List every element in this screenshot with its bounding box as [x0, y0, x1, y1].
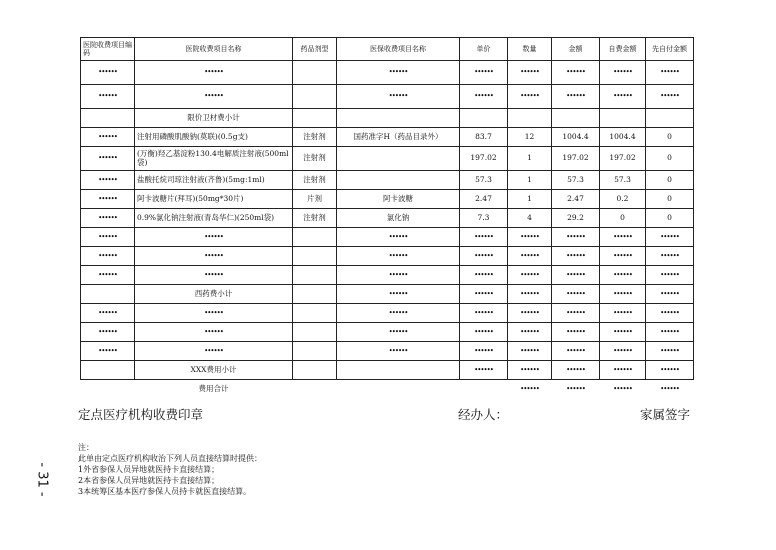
table-cell: [337, 171, 460, 190]
table-cell: ••••••: [81, 147, 135, 171]
table-cell: 0: [646, 190, 694, 209]
table-row: [81, 323, 694, 342]
table-cell: 12: [508, 128, 552, 147]
table-cell: 注射剂: [293, 128, 337, 147]
table-cell: ••••••: [646, 266, 694, 285]
total-cell: 费用合计: [198, 383, 229, 393]
table-cell: 注射剂: [293, 171, 337, 190]
table-cell: [293, 342, 337, 361]
table-cell: 阿卡波糖: [337, 190, 460, 209]
table-cell: ••••••: [600, 323, 646, 342]
notes-block: [78, 442, 262, 497]
table-cell: 阿卡波糖片(拜耳)(50mg*30片): [135, 190, 293, 209]
table-row: [81, 109, 694, 128]
table-cell: 盐酸托烷司琼注射液(齐鲁)(5mg:1ml): [135, 171, 293, 190]
table-cell: ••••••: [135, 247, 293, 266]
table-cell: [600, 109, 646, 128]
table-cell: ••••••: [460, 323, 508, 342]
table-cell: ••••••: [81, 228, 135, 247]
table-cell: ••••••: [460, 361, 508, 380]
table-cell: ••••••: [135, 61, 293, 85]
table-cell: ••••••: [552, 323, 600, 342]
table-cell: ••••••: [646, 85, 694, 109]
table-cell: ••••••: [600, 285, 646, 304]
table-cell: ••••••: [135, 342, 293, 361]
table-cell: ••••••: [508, 61, 552, 85]
table-cell: 1: [508, 190, 552, 209]
total-cell: [460, 380, 508, 399]
table-cell: ••••••: [337, 323, 460, 342]
table-cell: ••••••: [81, 266, 135, 285]
table-cell: ••••••: [508, 247, 552, 266]
table-cell: 1: [508, 147, 552, 171]
note-line: 此单由定点医疗机构收治下列人员直接结算时提供：: [78, 454, 262, 463]
table-cell: 83.7: [460, 128, 508, 147]
table-cell: ••••••: [552, 228, 600, 247]
table-row: [81, 228, 694, 247]
table-cell: ••••••: [460, 61, 508, 85]
table-cell: [293, 304, 337, 323]
total-cell: [81, 380, 135, 399]
table-row: [81, 209, 694, 228]
table-cell: [81, 361, 135, 380]
table-cell: ••••••: [646, 247, 694, 266]
header-row: [81, 38, 694, 61]
note-line: 3本统筹区基本医疗参保人员持卡就医直接结算。: [78, 487, 252, 496]
table-row: [81, 85, 694, 109]
column-header: 自费金额: [600, 38, 646, 61]
table-cell: 1004.4: [600, 128, 646, 147]
table-row: [81, 361, 694, 380]
table-cell: ••••••: [337, 304, 460, 323]
table-cell: ••••••: [646, 228, 694, 247]
table-cell: 197.02: [600, 147, 646, 171]
table-cell: ••••••: [552, 342, 600, 361]
table-cell: 0: [600, 209, 646, 228]
table-cell: ••••••: [646, 342, 694, 361]
table-cell: ••••••: [81, 190, 135, 209]
table-cell: [508, 109, 552, 128]
table-cell: ••••••: [552, 61, 600, 85]
note-line: 2本省参保人员异地就医持卡直接结算；: [78, 476, 220, 485]
table-cell: [552, 109, 600, 128]
table-cell: ••••••: [337, 285, 460, 304]
column-header: 医院收费项目编码: [81, 38, 135, 61]
table-cell: ••••••: [81, 342, 135, 361]
table-cell: ••••••: [81, 323, 135, 342]
table-cell: ••••••: [508, 304, 552, 323]
table-cell: 1004.4: [552, 128, 600, 147]
table-cell: ••••••: [337, 247, 460, 266]
table-cell: ••••••: [135, 266, 293, 285]
table-cell: ••••••: [460, 266, 508, 285]
table-cell: ••••••: [552, 304, 600, 323]
total-cell: [337, 380, 460, 399]
table-cell: ••••••: [552, 266, 600, 285]
total-cell: ••••••: [520, 384, 539, 393]
table-cell: ••••••: [337, 85, 460, 109]
table-row: [81, 247, 694, 266]
table-cell: ••••••: [600, 304, 646, 323]
table-cell: ••••••: [337, 61, 460, 85]
table-cell: ••••••: [81, 171, 135, 190]
table-cell: ••••••: [646, 361, 694, 380]
table-row: [81, 61, 694, 85]
total-cell: [293, 380, 337, 399]
table-cell: 0.9%氯化钠注射液(青岛华仁)(250ml袋): [135, 209, 293, 228]
column-header: 单价: [460, 38, 508, 61]
table-cell: 29.2: [552, 209, 600, 228]
table-cell: ••••••: [646, 285, 694, 304]
table-cell: ••••••: [600, 361, 646, 380]
column-header: 药品剂型: [293, 38, 337, 61]
table-cell: [293, 323, 337, 342]
table-cell: ••••••: [600, 342, 646, 361]
table-row: [81, 285, 694, 304]
table-cell: ••••••: [135, 323, 293, 342]
table-cell: [81, 285, 135, 304]
table-cell: ••••••: [81, 61, 135, 85]
column-header: 数量: [508, 38, 552, 61]
table-cell: 0: [646, 209, 694, 228]
table-cell: ••••••: [460, 304, 508, 323]
table-row: [81, 342, 694, 361]
table-cell: 2.47: [460, 190, 508, 209]
table-cell: ••••••: [81, 247, 135, 266]
table-cell: [293, 266, 337, 285]
table-cell: 1: [508, 171, 552, 190]
table-cell: ••••••: [81, 85, 135, 109]
table-cell: 片剂: [293, 190, 337, 209]
table-cell: ••••••: [460, 285, 508, 304]
total-cell: ••••••: [660, 384, 679, 393]
table-cell: [337, 147, 460, 171]
table-cell: 0: [646, 128, 694, 147]
table-cell: (万衡)羟乙基淀粉130.4电解质注射液(500ml袋): [135, 147, 293, 171]
column-header: 医院收费项目名称: [135, 38, 293, 61]
table-cell: ••••••: [81, 128, 135, 147]
table-cell: ••••••: [508, 228, 552, 247]
table-cell: ••••••: [460, 85, 508, 109]
table-cell: [293, 109, 337, 128]
table-cell: 氯化钠: [337, 209, 460, 228]
table-cell: ••••••: [646, 61, 694, 85]
table-cell: ••••••: [460, 228, 508, 247]
table-cell: [293, 85, 337, 109]
table-row: [81, 304, 694, 323]
table-row: [81, 171, 694, 190]
total-cell: ••••••: [613, 384, 632, 393]
column-header: 医保收费项目名称: [337, 38, 460, 61]
table-cell: ••••••: [508, 323, 552, 342]
page-number: [27, 450, 57, 510]
table-cell: [460, 109, 508, 128]
table-row: [81, 128, 694, 147]
family-signature-label: 家属签字: [640, 407, 691, 422]
table-row: [81, 190, 694, 209]
page-number-text: - 31 -: [34, 462, 50, 497]
table-cell: [337, 109, 460, 128]
table-cell: 7.3: [460, 209, 508, 228]
table-cell: [293, 228, 337, 247]
table-cell: 0: [646, 147, 694, 171]
table-cell: 注射剂: [293, 209, 337, 228]
table-cell: ••••••: [600, 247, 646, 266]
table-cell: [293, 61, 337, 85]
table-cell: 4: [508, 209, 552, 228]
table-cell: XXX费用小计: [135, 361, 293, 380]
table-cell: ••••••: [135, 85, 293, 109]
total-row: [81, 380, 694, 399]
table-cell: 57.3: [552, 171, 600, 190]
table-cell: ••••••: [552, 361, 600, 380]
table-cell: ••••••: [508, 285, 552, 304]
fee-detail-table: [80, 37, 694, 398]
table-cell: 注射剂: [293, 147, 337, 171]
handler-signature-label: 经办人：: [458, 407, 509, 422]
table-cell: 2.47: [552, 190, 600, 209]
table-cell: 197.02: [552, 147, 600, 171]
table-cell: ••••••: [600, 228, 646, 247]
table-cell: ••••••: [460, 247, 508, 266]
table-cell: ••••••: [337, 266, 460, 285]
table-cell: ••••••: [552, 285, 600, 304]
table-cell: ••••••: [552, 85, 600, 109]
table-cell: 注射用磷酸肌酸钠(莫联)(0.5g支): [135, 128, 293, 147]
table-cell: ••••••: [508, 85, 552, 109]
table-cell: ••••••: [600, 85, 646, 109]
table-cell: ••••••: [337, 342, 460, 361]
table-cell: 限价卫材费小计: [135, 109, 293, 128]
table-cell: ••••••: [646, 323, 694, 342]
table-cell: 197.02: [460, 147, 508, 171]
table-cell: ••••••: [552, 247, 600, 266]
column-header: 先自付金额: [646, 38, 694, 61]
table-cell: [293, 361, 337, 380]
table-cell: 0.2: [600, 190, 646, 209]
table-cell: [293, 285, 337, 304]
institution-seal-label: 定点医疗机构收费印章: [78, 407, 204, 422]
table-cell: [81, 109, 135, 128]
table-cell: 国药准字H（药品目录外）: [337, 128, 460, 147]
table-cell: ••••••: [135, 228, 293, 247]
table-cell: ••••••: [508, 361, 552, 380]
table-cell: ••••••: [646, 304, 694, 323]
table-cell: ••••••: [135, 304, 293, 323]
table-cell: ••••••: [460, 342, 508, 361]
table-cell: ••••••: [508, 266, 552, 285]
table-cell: ••••••: [337, 228, 460, 247]
total-cell: ••••••: [566, 384, 585, 393]
table-row: [81, 147, 694, 171]
table-cell: 57.3: [460, 171, 508, 190]
table-cell: [337, 361, 460, 380]
table-cell: 西药费小计: [135, 285, 293, 304]
note-line: 1外省参保人员异地就医持卡直接结算；: [78, 465, 220, 474]
column-header: 金额: [552, 38, 600, 61]
table-cell: ••••••: [81, 304, 135, 323]
table-cell: ••••••: [600, 266, 646, 285]
note-line: 注：: [78, 443, 94, 452]
table-cell: [293, 247, 337, 266]
table-cell: ••••••: [81, 209, 135, 228]
table-row: [81, 266, 694, 285]
table-cell: 57.3: [600, 171, 646, 190]
table-cell: [646, 109, 694, 128]
table-cell: 0: [646, 171, 694, 190]
table-cell: ••••••: [508, 342, 552, 361]
table-cell: ••••••: [600, 61, 646, 85]
